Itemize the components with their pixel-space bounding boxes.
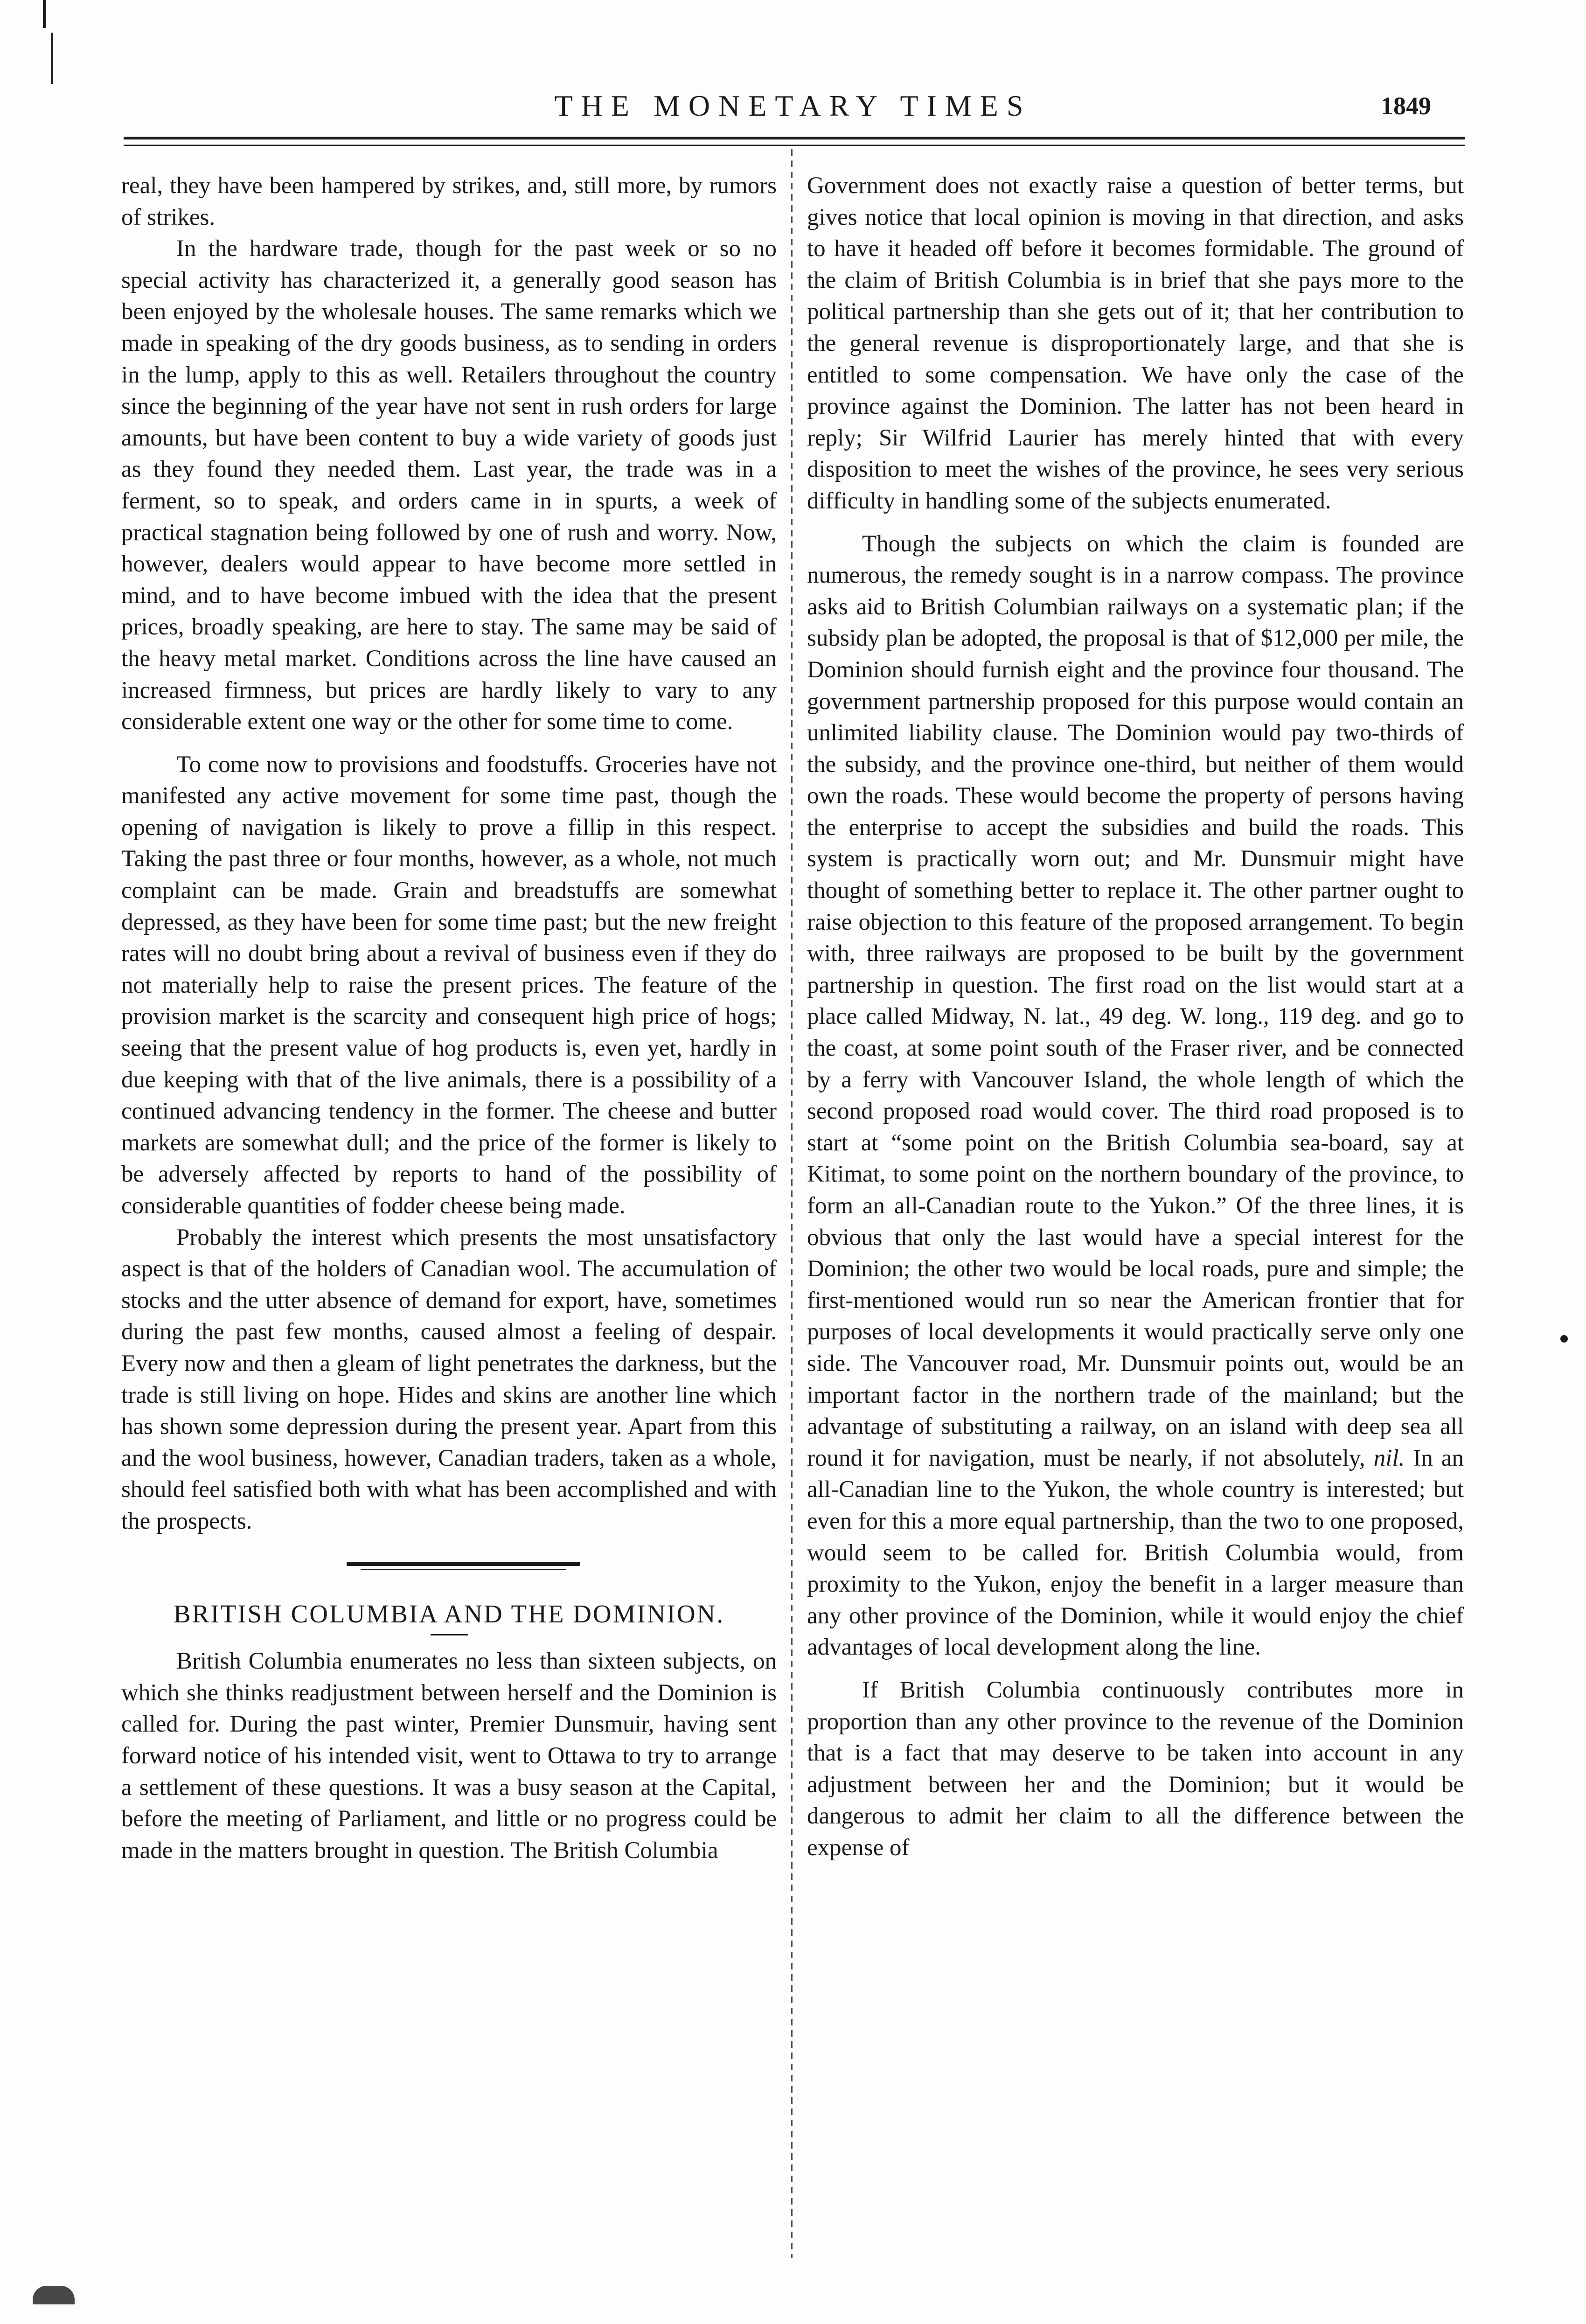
scan-edge-mark-top bbox=[43, 0, 46, 28]
header-rule-thick bbox=[124, 137, 1465, 139]
header-rule-thin bbox=[124, 145, 1465, 146]
left-paragraph-1: real, they have been hampered by strikes, and, still more, by rumors of strikes. bbox=[121, 173, 777, 230]
right-paragraph-2 bbox=[807, 529, 1464, 1663]
column-divider bbox=[791, 149, 793, 2258]
scan-edge-mark-top-2 bbox=[51, 33, 53, 84]
page-number: 1849 bbox=[1381, 92, 1431, 120]
left-paragraph-3: To come now to provisions and foodstuffs. Groceries have not manifested any active movement for some time past, though the opening of navigation is likely to prove a fillip in this respect. Taking the past three or four months, however, as a whole, not much complaint can be made. Grain and breadstuffs are somewhat depressed, as they have been for some time past; but the new freight rates will no doubt bring about a revival of business even if they do not materially help to raise the present prices. The feature of the provision market is the scarcity and consequent high price of hogs; seeing that the present value of hog products is, even yet, hardly in due keeping with that of the live animals, there is a possibility of a continued advancing tendency in the former. The cheese and butter markets are somewhat dull; and the price of the former is likely to be adversely affected by reports to hand of the possibility of considerable quantities of fodder cheese being made. bbox=[121, 751, 777, 1219]
right-paragraph-3: If British Columbia continuously contributes more in proportion than any other province to the revenue of the Dominion that is a fact that may deserve to be taken into account in any adjustment between her and the Dominion; but it would be dangerous to admit her claim to all the difference between the expense of bbox=[807, 1677, 1464, 1861]
masthead-title: THE MONETARY TIMES bbox=[554, 89, 1032, 122]
section-separator bbox=[347, 1562, 580, 1570]
right-paragraph-1: Government does not exactly raise a question of better terms, but gives notice that local opinion is moving in that direction, and asks to have it headed off before it becomes formidable. The ground of the claim of British Columbia is in brief that she pays more to the political partnership than she gets out of it; that her contribution to the general revenue is disproportionately large, and that she is entitled to some compensation. We have only the case of the province against the Dominion. The latter has not been heard in reply; Sir Wilfrid Laurier has merely hinted that with every disposition to meet the wishes of the province, he sees very serious difficulty in handling some of the subjects enumerated. bbox=[807, 173, 1464, 514]
scan-edge-mark-bottom bbox=[33, 2286, 75, 2304]
right-paragraph-2-part-b: In an all-Canadian line to the Yukon, the whole country is interested; but even for this a more equal partnership, than the two to one proposed, would seem to be called for. British Columbia would, from proximity to the Yukon, enjoy the benefit in a larger measure than any other province of the Dominion, while it would enjoy the chief advantages of local development along the line. bbox=[807, 1445, 1464, 1661]
left-column bbox=[121, 170, 777, 1866]
left-paragraph-2: In the hardware trade, though for the past week or so no special activity has characterized it, a generally good season has been enjoyed by the wholesale houses. The same remarks which we made in speaking of the dry goods business, as to sending in orders in the lump, apply to this as well. Retailers throughout the country since the beginning of the year have not sent in rush orders for large amounts, but have been content to buy a wide variety of goods just as they found they needed them. Last year, the trade was in a ferment, so to speak, and orders came in in spurts, a week of practical stagnation being followed by one of rush and worry. Now, however, dealers would appear to have become more settled in mind, and to have become imbued with the idea that the present prices, broadly speaking, are here to stay. The same may be said of the heavy metal market. Conditions across the line have caused an increased firmness, but prices are hardly likely to vary to any considerable extent one way or the other for some time to come. bbox=[121, 236, 777, 735]
section-heading: BRITISH COLUMBIA AND THE DOMINION. bbox=[173, 1599, 725, 1628]
left-paragraph-4: Probably the interest which presents the most unsatisfactory aspect is that of the holders of Canadian wool. The accumulation of stocks and the utter absence of demand for export, have, sometimes during the past few months, caused almost a feeling of despair. Every now and then a gleam of light penetrates the darkness, but the trade is still living on hope. Hides and skins are another line which has shown some depression during the present year. Apart from this and the wool business, however, Canadian traders, taken as a whole, should feel satisfied both with what has been accomplished and with the prospects. bbox=[121, 1224, 777, 1534]
right-column bbox=[807, 170, 1464, 1864]
right-paragraph-2-part-a: Though the subjects on which the claim is founded are numerous, the remedy sought is in a narrow compass. The province asks aid to British Columbian railways on a systematic plan; if the subsidy plan be adopted, the proposal is that of $12,000 per mile, the Dominion should furnish eight and the province four thousand. The government partnership proposed for this purpose would contain an unlimited liability clause. The Dominion would pay two-thirds of the subsidy, and the province one-third, but neither of them would own the roads. These would become the property of persons having the enterprise to accept the subsidies and build the roads. This system is practically worn out; and Mr. Dunsmuir might have thought of something better to replace it. The other partner ought to raise objection to this feature of the proposed arrangement. To begin with, three railways are proposed to be built by the government partnership in question. The first road on the list would start at a place called Midway, N. lat., 49 deg. W. long., 119 deg. and go to the coast, at some point south of the Fraser river, and be connected by a ferry with Vancouver Island, the whole length of which the second proposed road would cover. The third road proposed is to start at “some point on the British Columbia sea-board, say at Kitimat, to some point on the northern boundary of the province, to form an all-Canadian route to the Yukon.” Of the three lines, it is obvious that only the last would have a special interest for the Dominion; the other two would be local roads, pure and simple; the first-mentioned would run so near the American frontier that for purposes of local developments it would practically serve only one side. The Vancouver road, Mr. Dunsmuir points out, would be an important factor in the northern trade of the mainland; but the advantage of substituting a railway, on an island with deep sea all round it for navigation, must be nearly, if not absolutely, bbox=[807, 530, 1464, 1471]
heading-underline bbox=[431, 1634, 468, 1635]
margin-dot bbox=[1560, 1335, 1568, 1343]
italic-word-nil: nil. bbox=[1373, 1445, 1405, 1471]
separator-thin-line bbox=[361, 1569, 566, 1570]
section-paragraph-1: British Columbia enumerates no less than sixteen subjects, on which she thinks readjustment between herself and the Dominion is called for. During the past winter, Premier Dunsmuir, having sent forward notice of his intended visit, went to Ottawa to try to arrange a settlement of these questions. It was a busy season at the Capital, before the meeting of Parliament, and little or no progress could be made in the matters brought in question. The British Columbia bbox=[121, 1648, 777, 1864]
separator-thick-line bbox=[347, 1562, 580, 1566]
